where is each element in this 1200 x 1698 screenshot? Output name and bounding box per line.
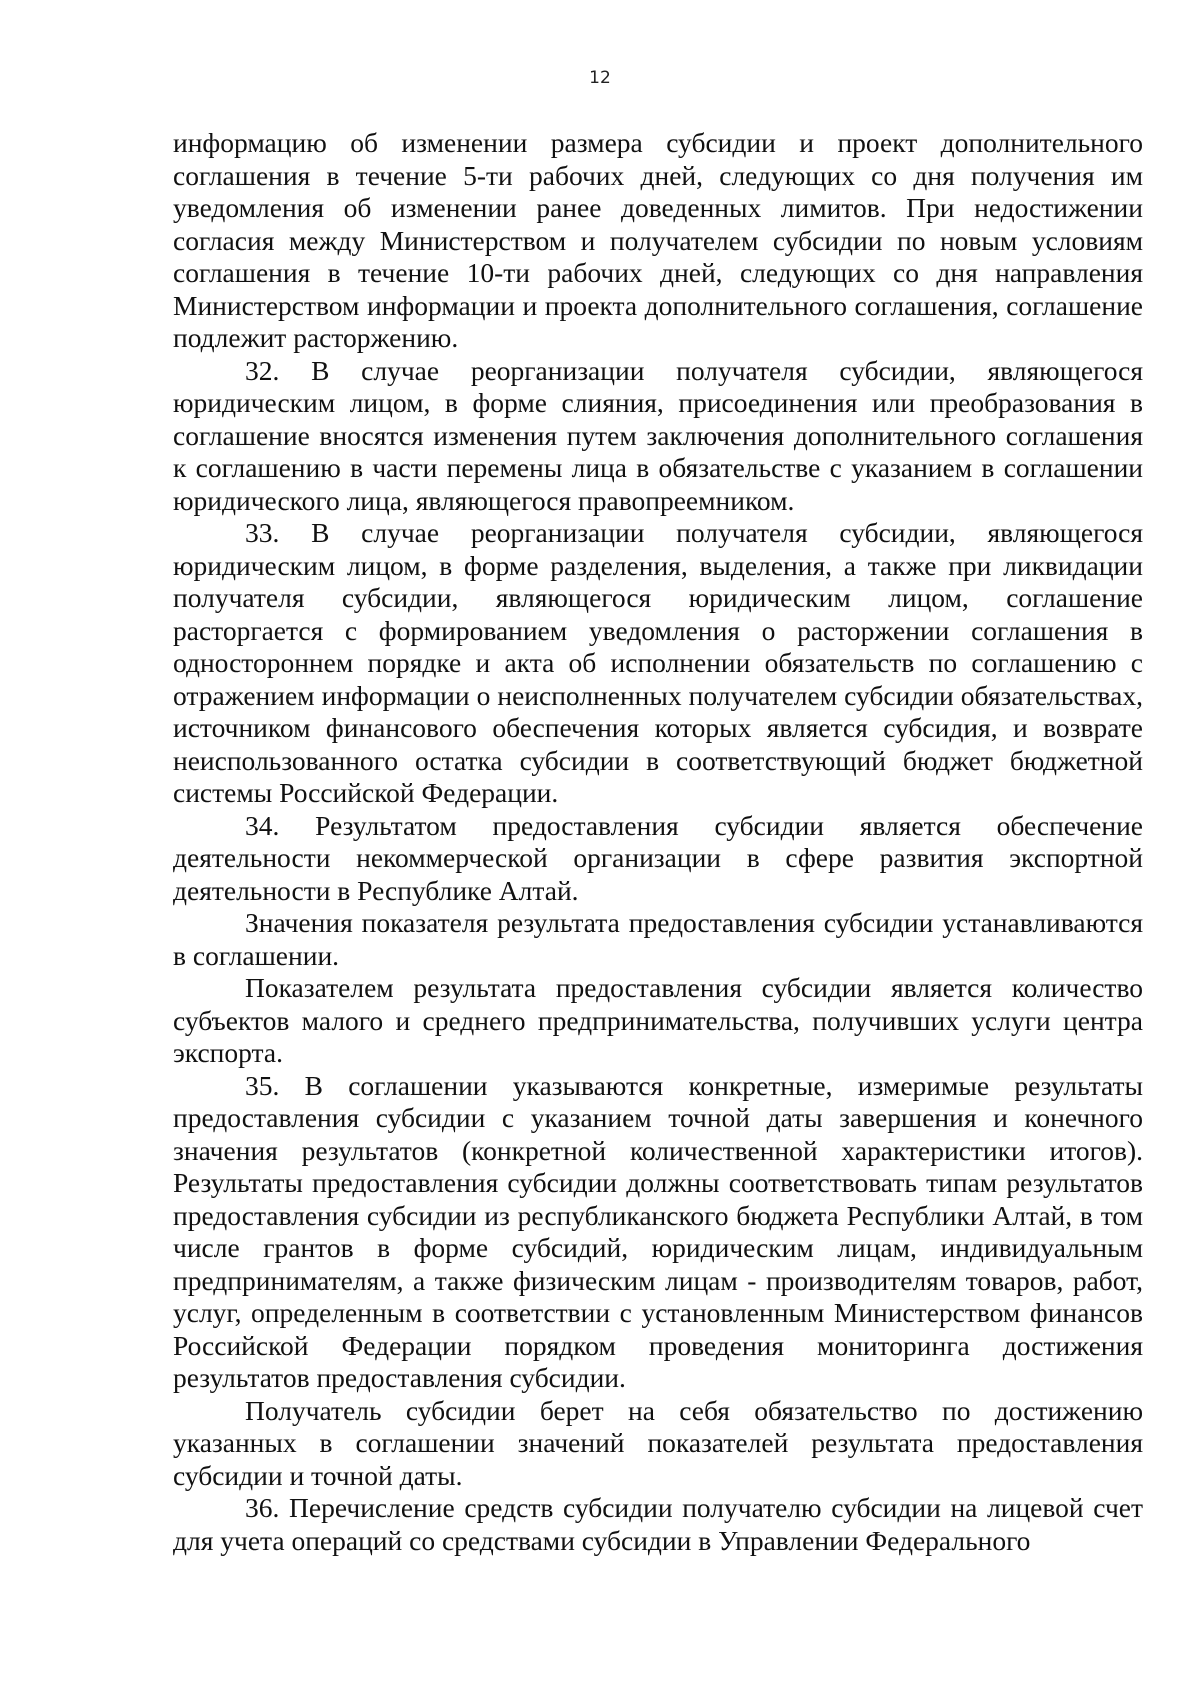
paragraph-34: 34. Результатом предоставления субсидии является обеспечение деятельности некоммерческой организации в сфере развития экспортной деятельности в Республике Алтай.	[173, 809, 1143, 906]
paragraph-32: 32. В случае реорганизации получателя субсидии, являющегося юридическим лицом, в форме слияния, присоединения или преобразования в соглашение вносятся изменения путем заключения дополнительного соглашения к соглашению в части перемены лица в обязательстве с указанием в соглашении юридического лица, являющегося правопреемником.	[173, 354, 1143, 516]
paragraph-33: 33. В случае реорганизации получателя субсидии, являющегося юридическим лицом, в форме разделения, выделения, а также при ликвидации получателя субсидии, являющегося юридическим лицом, соглашение расторгается с формированием уведомления о расторжении соглашения в одностороннем порядке и акта об исполнении обязательств по соглашению с отражением информации о неисполненных получателем субсидии обязательствах, источником финансового обеспечения которых является субсидия, и возврате неиспользованного остатка субсидии в соответствующий бюджет бюджетной системы Российской Федерации.	[173, 517, 1143, 808]
paragraph-35: 35. В соглашении указываются конкретные, измеримые результаты предоставления субсидии с указанием точной даты завершения и конечного значения результатов (конкретной количественной характеристики итогов). Результаты предоставления субсидии должны соответствовать типам результатов предоставления субсидии из республиканского бюджета Республики Алтай, в том числе грантов в форме субсидий, юридическим лицам, индивидуальным предпринимателям, а также физическим лицам - производителям товаров, работ, услуг, определенным в соответствии с установленным Министерством финансов Российской Федерации порядком проведения мониторинга достижения результатов предоставления субсидии.	[173, 1069, 1143, 1393]
page-number: 12	[589, 68, 611, 88]
paragraph-36: 36. Перечисление средств субсидии получателю субсидии на лицевой счет для учета операций со средствами субсидии в Управлении Федерального	[173, 1492, 1143, 1556]
paragraph-continuation: информацию об изменении размера субсидии и проект дополнительного соглашения в течение 5-ти рабочих дней, следующих со дня получения им уведомления об изменении ранее доведенных лимитов. При недостижении согласия между Министерством и получателем субсидии по новым условиям соглашения в течение 10-ти рабочих дней, следующих со дня направления Министерством информации и проекта дополнительного соглашения, соглашение подлежит расторжению.	[173, 127, 1143, 353]
paragraph-34-indicator: Показателем результата предоставления субсидии является количество субъектов малого и среднего предпринимательства, получивших услуги центра экспорта.	[173, 972, 1143, 1068]
paragraph-34-values: Значения показателя результата предоставления субсидии устанавливаются в соглашении.	[173, 907, 1143, 971]
document-body	[173, 127, 1143, 1557]
paragraph-35-obligation: Получатель субсидии берет на себя обязательство по достижению указанных в соглашении значений показателей результата предоставления субсидии и точной даты.	[173, 1394, 1143, 1491]
